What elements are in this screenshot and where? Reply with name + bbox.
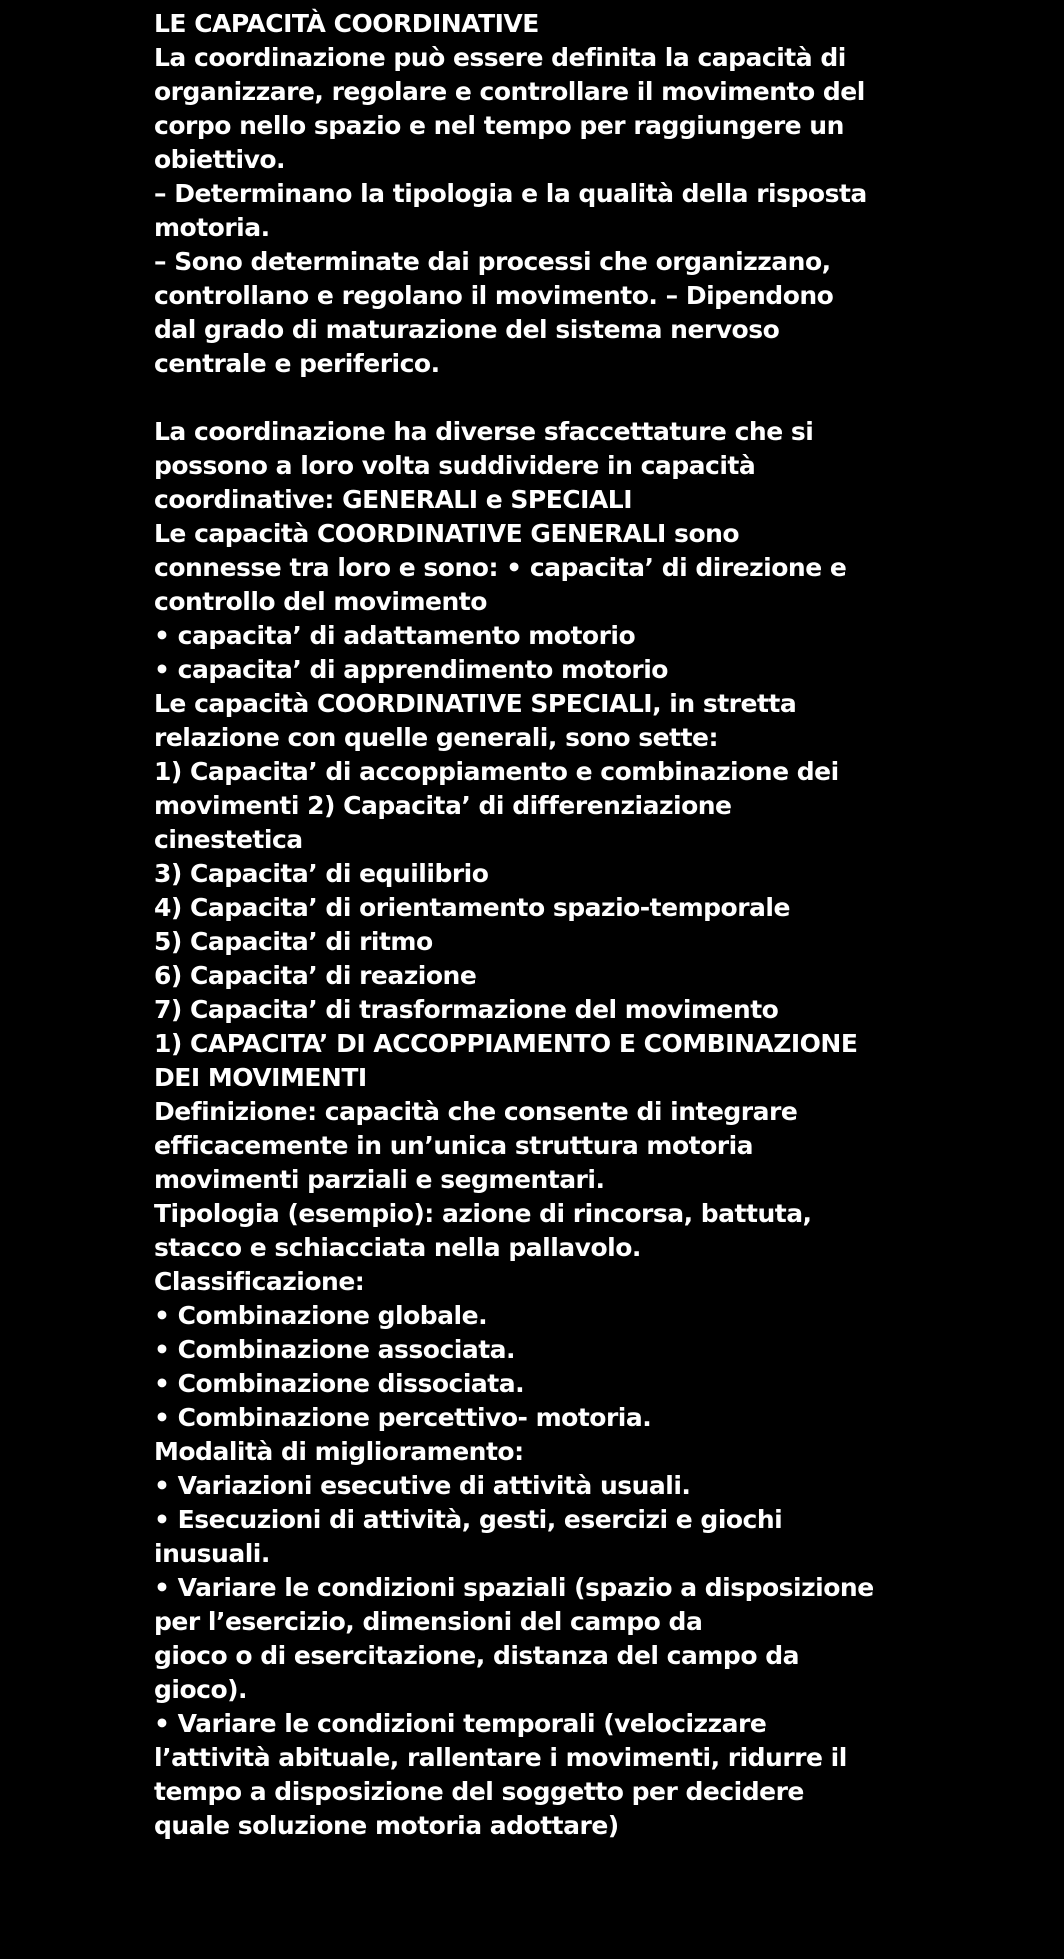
text-line: centrale e periferico.: [154, 349, 440, 378]
paragraph-spacer: [154, 381, 894, 415]
text-line: controllo del movimento: [154, 587, 487, 616]
bullet-line: • Combinazione dissociata.: [154, 1369, 525, 1398]
text-line: motoria.: [154, 213, 270, 242]
text-line: organizzare, regolare e controllare il movimento del: [154, 77, 865, 106]
text-line: tempo a disposizione del soggetto per decidere: [154, 1777, 804, 1806]
numbered-line: 1) Capacita’ di accoppiamento e combinazione dei: [154, 757, 839, 786]
text-line: stacco e schiacciata nella pallavolo.: [154, 1233, 641, 1262]
text-line: controllano e regolano il movimento. – Dipendono: [154, 281, 834, 310]
numbered-line: 4) Capacita’ di orientamento spazio-temporale: [154, 893, 790, 922]
text-line: per l’esercizio, dimensioni del campo da: [154, 1607, 703, 1636]
bullet-line: • capacita’ di adattamento motorio: [154, 621, 636, 650]
text-line: La coordinazione può essere definita la capacità di: [154, 43, 846, 72]
numbered-line: 5) Capacita’ di ritmo: [154, 927, 433, 956]
bullet-line: • Esecuzioni di attività, gesti, esercizi e giochi: [154, 1505, 783, 1534]
text-line: possono a loro volta suddividere in capacità: [154, 451, 756, 480]
text-line: l’attività abituale, rallentare i movimenti, ridurre il: [154, 1743, 847, 1772]
bullet-line: • capacita’ di apprendimento motorio: [154, 655, 668, 684]
text-line: relazione con quelle generali, sono sette:: [154, 723, 718, 752]
text-line: Le capacità COORDINATIVE SPECIALI, in stretta: [154, 689, 797, 718]
text-line: La coordinazione ha diverse sfaccettature che si: [154, 417, 814, 446]
text-line: efficacemente in un’unica struttura motoria: [154, 1131, 754, 1160]
text-line: coordinative: GENERALI e SPECIALI: [154, 485, 633, 514]
text-line: Definizione: capacità che consente di integrare: [154, 1097, 798, 1126]
text-line: Classificazione:: [154, 1267, 365, 1296]
numbered-line: movimenti 2) Capacita’ di differenziazione: [154, 791, 732, 820]
text-line: Le capacità COORDINATIVE GENERALI sono: [154, 519, 740, 548]
text-line: Tipologia (esempio): azione di rincorsa, battuta,: [154, 1199, 812, 1228]
numbered-line: 7) Capacita’ di trasformazione del movimento: [154, 995, 779, 1024]
bullet-line: • Combinazione associata.: [154, 1335, 516, 1364]
section-heading: DEI MOVIMENTI: [154, 1063, 367, 1092]
bullet-line: • Variare le condizioni temporali (velocizzare: [154, 1709, 767, 1738]
text-line: inusuali.: [154, 1539, 270, 1568]
text-line: movimenti parziali e segmentari.: [154, 1165, 605, 1194]
text-line: cinestetica: [154, 825, 303, 854]
text-line: connesse tra loro e sono: • capacita’ di direzione e: [154, 553, 847, 582]
text-line: gioco).: [154, 1675, 248, 1704]
text-line: corpo nello spazio e nel tempo per raggiungere un: [154, 111, 844, 140]
text-line: quale soluzione motoria adottare): [154, 1811, 619, 1840]
text-line: gioco o di esercitazione, distanza del campo da: [154, 1641, 799, 1670]
text-line: dal grado di maturazione del sistema nervoso: [154, 315, 780, 344]
text-line: Modalità di miglioramento:: [154, 1437, 524, 1466]
bullet-line: • Variazioni esecutive di attività usuali.: [154, 1471, 691, 1500]
document-title: LE CAPACITÀ COORDINATIVE: [154, 9, 539, 38]
bullet-line: • Variare le condizioni spaziali (spazio a disposizione: [154, 1573, 874, 1602]
text-line: – Sono determinate dai processi che organizzano,: [154, 247, 831, 276]
text-line: – Determinano la tipologia e la qualità della risposta: [154, 179, 867, 208]
bullet-line: • Combinazione globale.: [154, 1301, 488, 1330]
bullet-line: • Combinazione percettivo- motoria.: [154, 1403, 652, 1432]
numbered-line: 3) Capacita’ di equilibrio: [154, 859, 489, 888]
document-text: [154, 7, 894, 1843]
text-line: obiettivo.: [154, 145, 286, 174]
numbered-line: 6) Capacita’ di reazione: [154, 961, 477, 990]
section-heading: 1) CAPACITA’ DI ACCOPPIAMENTO E COMBINAZIONE: [154, 1029, 858, 1058]
